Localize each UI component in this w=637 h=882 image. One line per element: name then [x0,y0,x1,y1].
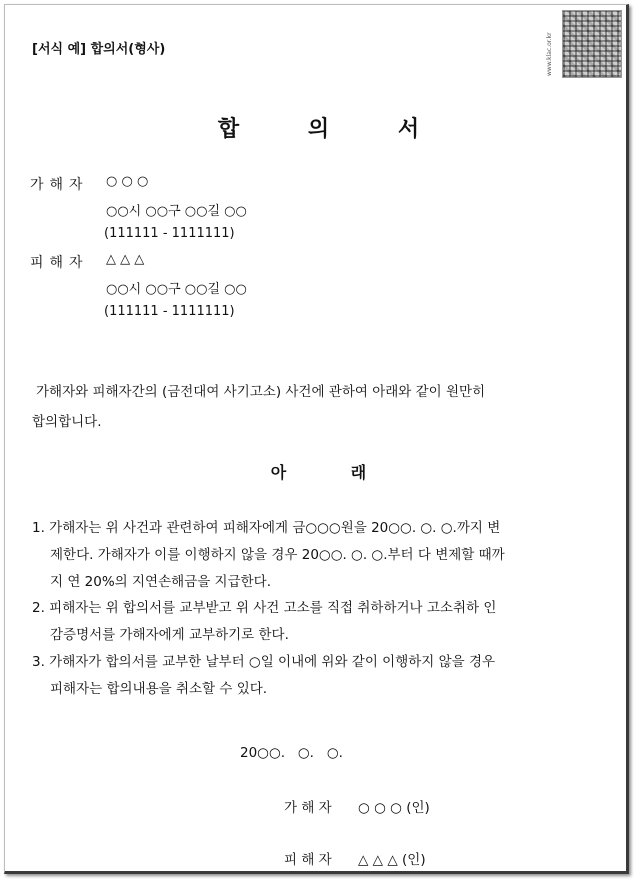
section-heading [0,460,637,483]
item-1-line: 1. 가해자는 위 사건과 관련하여 피해자에게 금○○○원을 20○○. ○. ○.까지 변 [32,520,501,536]
victim-address: ○○시 ○○구 ○○길 ○○ [106,282,247,297]
signature-label: 피 해 자 [284,852,332,868]
form-label: [서식 예] 합의서(형사) [32,42,166,57]
assailant-id: (111111 - 1111111) [104,226,235,241]
item-3-line: 피해자는 합의내용을 취소할 수 있다. [50,681,268,697]
signature-label: 가 해 자 [284,800,332,816]
qr-caption: www.klac.or.kr [546,32,553,76]
title-char: 서 [397,117,420,142]
assailant-name: ○ ○ ○ [106,174,149,189]
intro-line: 합의합니다. [32,414,102,430]
heading-char: 아 [270,463,287,482]
title-char: 합 [217,117,240,142]
item-1-line: 제한다. 가해자가 이를 이행하지 않을 경우 20○○. ○. ○.부터 다 변제할 때까 [50,547,505,563]
item-1-line: 지 연 20%의 지연손해금을 지급한다. [50,574,271,590]
intro-line: 가해자와 피해자간의 (금전대여 사기고소) 사건에 관하여 아래와 같이 원만히 [36,384,486,400]
victim-id: (111111 - 1111111) [104,304,235,319]
assailant-label: 가해자 [30,177,89,193]
signature-assailant [284,796,430,816]
agreement-date: 20○○. ○. ○. [240,745,343,761]
victim-name: △ △ △ [106,252,145,267]
item-3-line: 3. 가해자가 합의서를 교부한 날부터 ○일 이내에 위와 같이 이행하지 않을 경우 [32,654,496,670]
heading-char: 래 [350,463,367,482]
document-title [0,112,637,143]
victim-label: 피해자 [30,255,89,271]
qr-code-image [562,10,622,78]
assailant-address: ○○시 ○○구 ○○길 ○○ [106,204,247,219]
item-2-line: 2. 피해자는 위 합의서를 교부받고 위 사건 고소를 직접 취하하거나 고소취하 인 [32,600,497,616]
signature-name: △ △ △ (인) [358,852,426,868]
signature-victim [284,848,426,868]
signature-name: ○ ○ ○ (인) [358,800,430,816]
item-2-line: 감증명서를 가해자에게 교부하기로 한다. [50,627,289,643]
title-char: 의 [307,117,330,142]
